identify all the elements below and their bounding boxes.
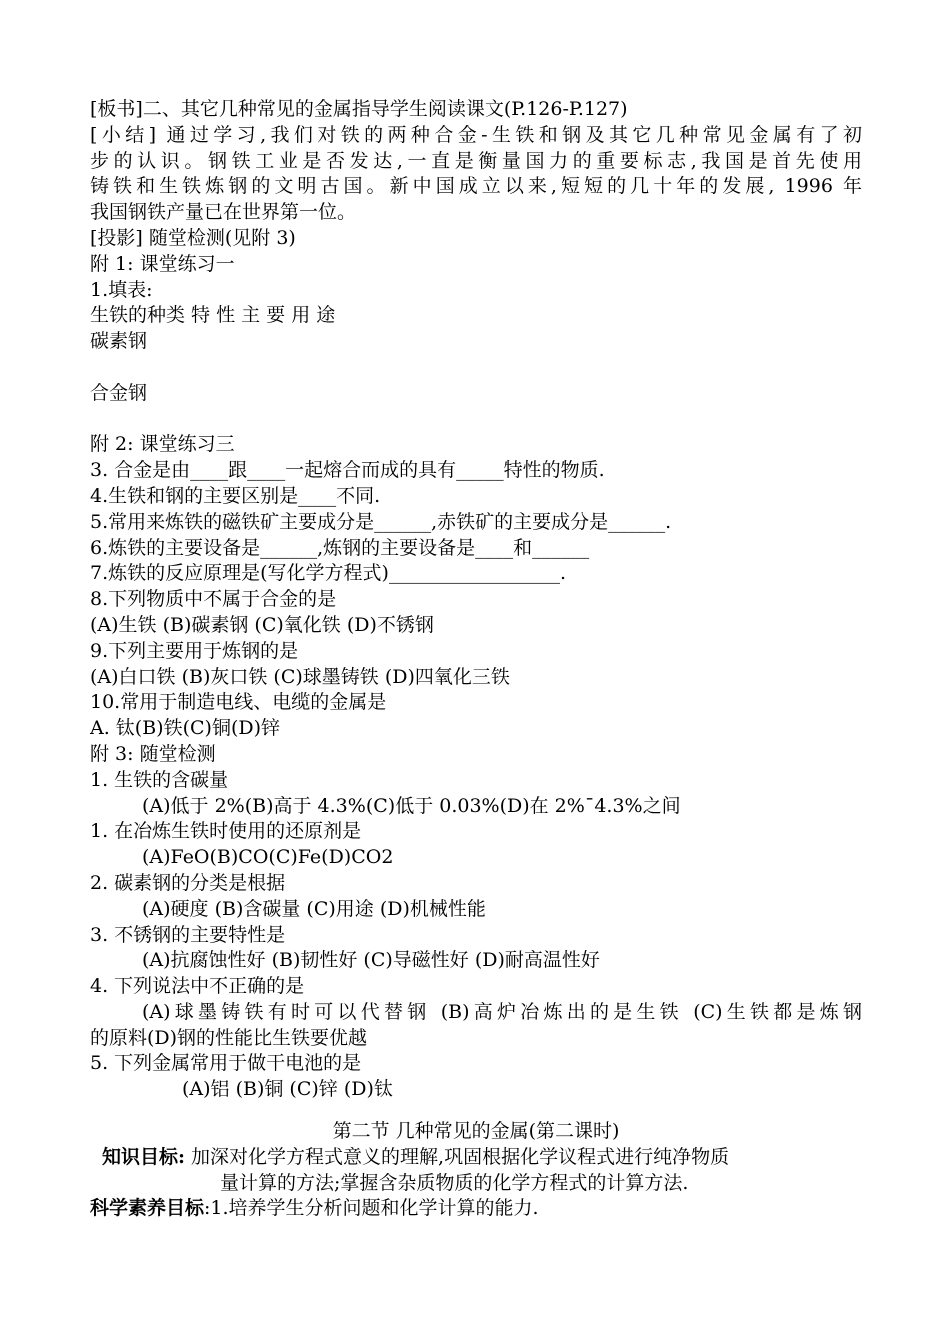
exercise-options: (A)生铁 (B)碳素钢 (C)氧化铁 (D)不锈钢 <box>90 613 434 636</box>
board-note-line: [板书]二、其它几种常见的金属指导学生阅读课文(P.126-P.127) <box>90 98 628 120</box>
exercise-line: 6.炼铁的主要设备是______,炼钢的主要设备是____和______ <box>90 536 590 559</box>
exercise-line: 8.下列物质中不属于合金的是 <box>90 588 337 611</box>
exercise-line: 5.常用来炼铁的磁铁矿主要成分是______,赤铁矿的主要成分是______. <box>90 510 672 533</box>
test-options: (A)低于 2%(B)高于 4.3%(C)低于 0.03%(D)在 2%¯4.3%之间 <box>142 794 681 817</box>
summary-line: 铸铁和生铁炼钢的文明古国。新中国成立以来,短短的几十年的发展, 1996 年 <box>90 175 862 198</box>
document-page <box>90 97 862 1222</box>
exercise-line: 7.炼铁的反应原理是(写化学方程式)__________________. <box>90 562 566 585</box>
summary-line: [小结] 通过学习,我们对铁的两种合金-生铁和钢及其它几种常见金属有了初 <box>90 123 862 146</box>
science-goal-text: :1.培养学生分析问题和化学计算的能力. <box>204 1197 539 1220</box>
exercise-line: 3. 合金是由____跟____一起熔合而成的具有_____特性的物质. <box>90 459 605 482</box>
test-options: (A)铝 (B)铜 (C)锌 (D)钛 <box>182 1078 393 1101</box>
section-title: 第二节 几种常见的金属(第二课时) <box>332 1120 620 1143</box>
science-goal <box>90 1196 862 1222</box>
exercise-options: (A)白口铁 (B)灰口铁 (C)球墨铸铁 (D)四氧化三铁 <box>90 665 510 688</box>
appendix-2-title: 附 2: 课堂练习三 <box>90 433 235 456</box>
spacer <box>90 1103 862 1119</box>
blank-line <box>90 355 862 381</box>
test-options: (A)FeO(B)CO(C)Fe(D)CO2 <box>142 846 394 869</box>
exercise-line: 9.下列主要用于炼钢的是 <box>90 639 299 662</box>
table-header: 生铁的种类 特 性 主 要 用 途 <box>90 304 336 327</box>
test-options: (A)抗腐蚀性好 (B)韧性好 (C)导磁性好 (D)耐高温性好 <box>142 949 600 972</box>
test-options: 的原料(D)钢的性能比生铁要优越 <box>90 1026 368 1049</box>
test-question: 3. 不锈钢的主要特性是 <box>90 923 286 946</box>
summary-line: 我国钢铁产量已在世界第一位。 <box>90 201 357 224</box>
table-row-alloy-steel: 合金钢 <box>90 381 148 404</box>
test-question: 1. 生铁的含碳量 <box>90 768 229 791</box>
test-question: 2. 碳素钢的分类是根据 <box>90 871 286 894</box>
knowledge-goal-label: 知识目标: <box>102 1145 186 1168</box>
table-row-carbon-steel: 碳素钢 <box>90 330 148 353</box>
test-question: 5. 下列金属常用于做干电池的是 <box>90 1052 362 1075</box>
knowledge-goal-continued: 量计算的方法;掌握含杂质物质的化学方程式的计算方法. <box>220 1171 689 1194</box>
fill-table-question: 1.填表: <box>90 278 153 301</box>
test-question: 1. 在冶炼生铁时使用的还原剂是 <box>90 820 362 843</box>
test-question: 4. 下列说法中不正确的是 <box>90 975 305 998</box>
exercise-options: A. 钛(B)铁(C)铜(D)锌 <box>90 717 281 740</box>
knowledge-goal-text: 加深对化学方程式意义的理解,巩固根据化学议程式进行纯净物质 <box>185 1145 730 1168</box>
exercise-line: 4.生铁和钢的主要区别是____不同. <box>90 484 381 507</box>
blank-line <box>90 407 862 433</box>
science-goal-label: 科学素养目标 <box>90 1197 205 1220</box>
knowledge-goal <box>90 1145 862 1171</box>
projection-line: [投影] 随堂检测(见附 3) <box>90 226 296 249</box>
test-options: (A)球墨铸铁有时可以代替钢 (B)高炉冶炼出的是生铁 (C)生铁都是炼钢 <box>142 1000 862 1023</box>
appendix-3-title: 附 3: 随堂检测 <box>90 742 216 765</box>
test-options: (A)硬度 (B)含碳量 (C)用途 (D)机械性能 <box>142 897 486 920</box>
exercise-line: 10.常用于制造电线、电缆的金属是 <box>90 691 387 714</box>
summary-line: 步的认识。钢铁工业是否发达,一直是衡量国力的重要标志,我国是首先使用 <box>90 149 862 172</box>
appendix-1-title: 附 1: 课堂练习一 <box>90 252 235 275</box>
